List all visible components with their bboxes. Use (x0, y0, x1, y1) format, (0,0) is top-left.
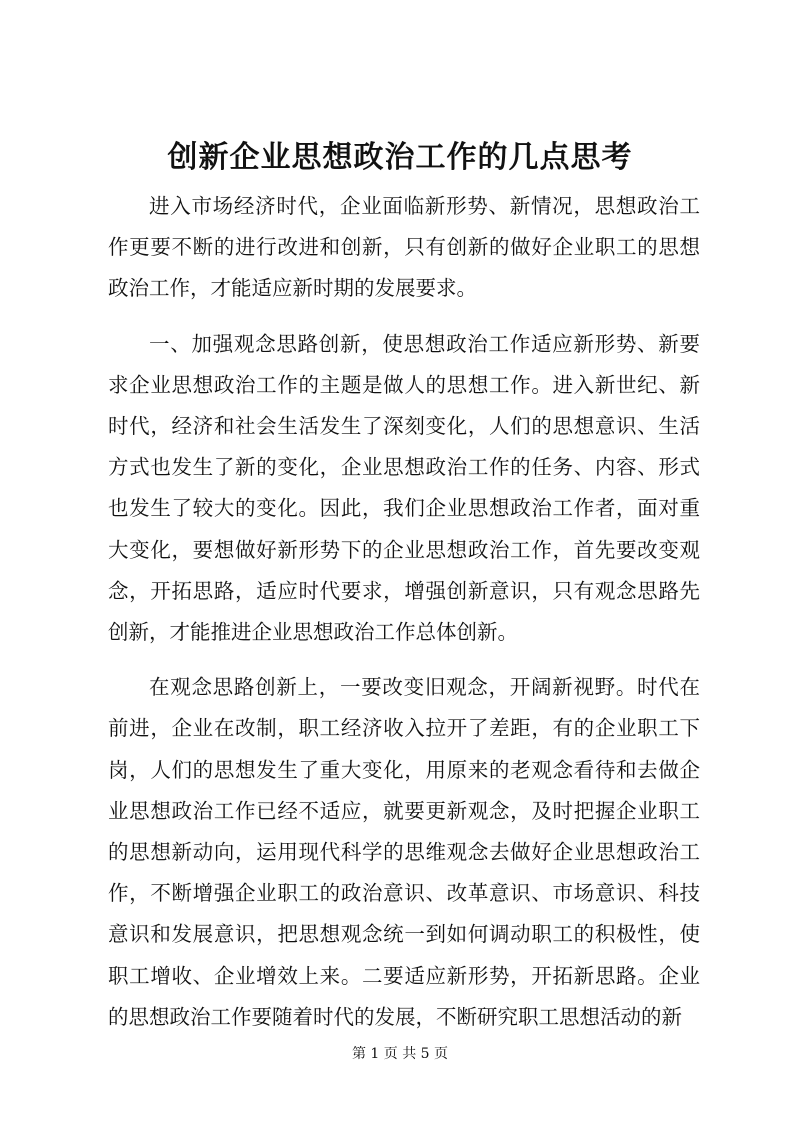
paragraph-concept-innovation: 在观念思路创新上，一要改变旧观念，开阔新视野。时代在前进，企业在改制，职工经济收入拉开了差距，有的企业职工下岗，人们的思想发生了重大变化，用原来的老观念看待和去做企业思想政治工作已经不适应，就要更新观念，及时把握企业职工的思想新动向，运用现代科学的思维观念去做好企业思想政治工作，不断增强企业职工的政治意识、改革意识、市场意识、科技意识和发展意识，把思想观念统一到如何调动职工的积极性，使职工增收、企业增效上来。二要适应新形势，开拓新思路。企业的思想政治工作要随着时代的发展，不断研究职工思想活动的新 (108, 675, 700, 1029)
page-number-footer: 第 1 页 共 5 页 (351, 1046, 449, 1062)
document-body (108, 186, 700, 1052)
paragraph-section-one: 一、加强观念思路创新，使思想政治工作适应新形势、新要求企业思想政治工作的主题是做人的思想工作。进入新世纪、新时代，经济和社会生活发生了深刻变化，人们的思想意识、生活方式也发生了新的变化，企业思想政治工作的任务、内容、形式也发生了较大的变化。因此，我们企业思想政治工作者，面对重大变化，要想做好新形势下的企业思想政治工作，首先要改变观念，开拓思路，适应时代要求，增强创新意识，只有观念思路先创新，才能推进企业思想政治工作总体创新。 (108, 331, 700, 645)
document-title: 创新企业思想政治工作的几点思考 (167, 140, 633, 175)
paragraph-intro: 进入市场经济时代，企业面临新形势、新情况，思想政治工作更要不断的进行改进和创新，只有创新的做好企业职工的思想政治工作，才能适应新时期的发展要求。 (108, 194, 700, 301)
